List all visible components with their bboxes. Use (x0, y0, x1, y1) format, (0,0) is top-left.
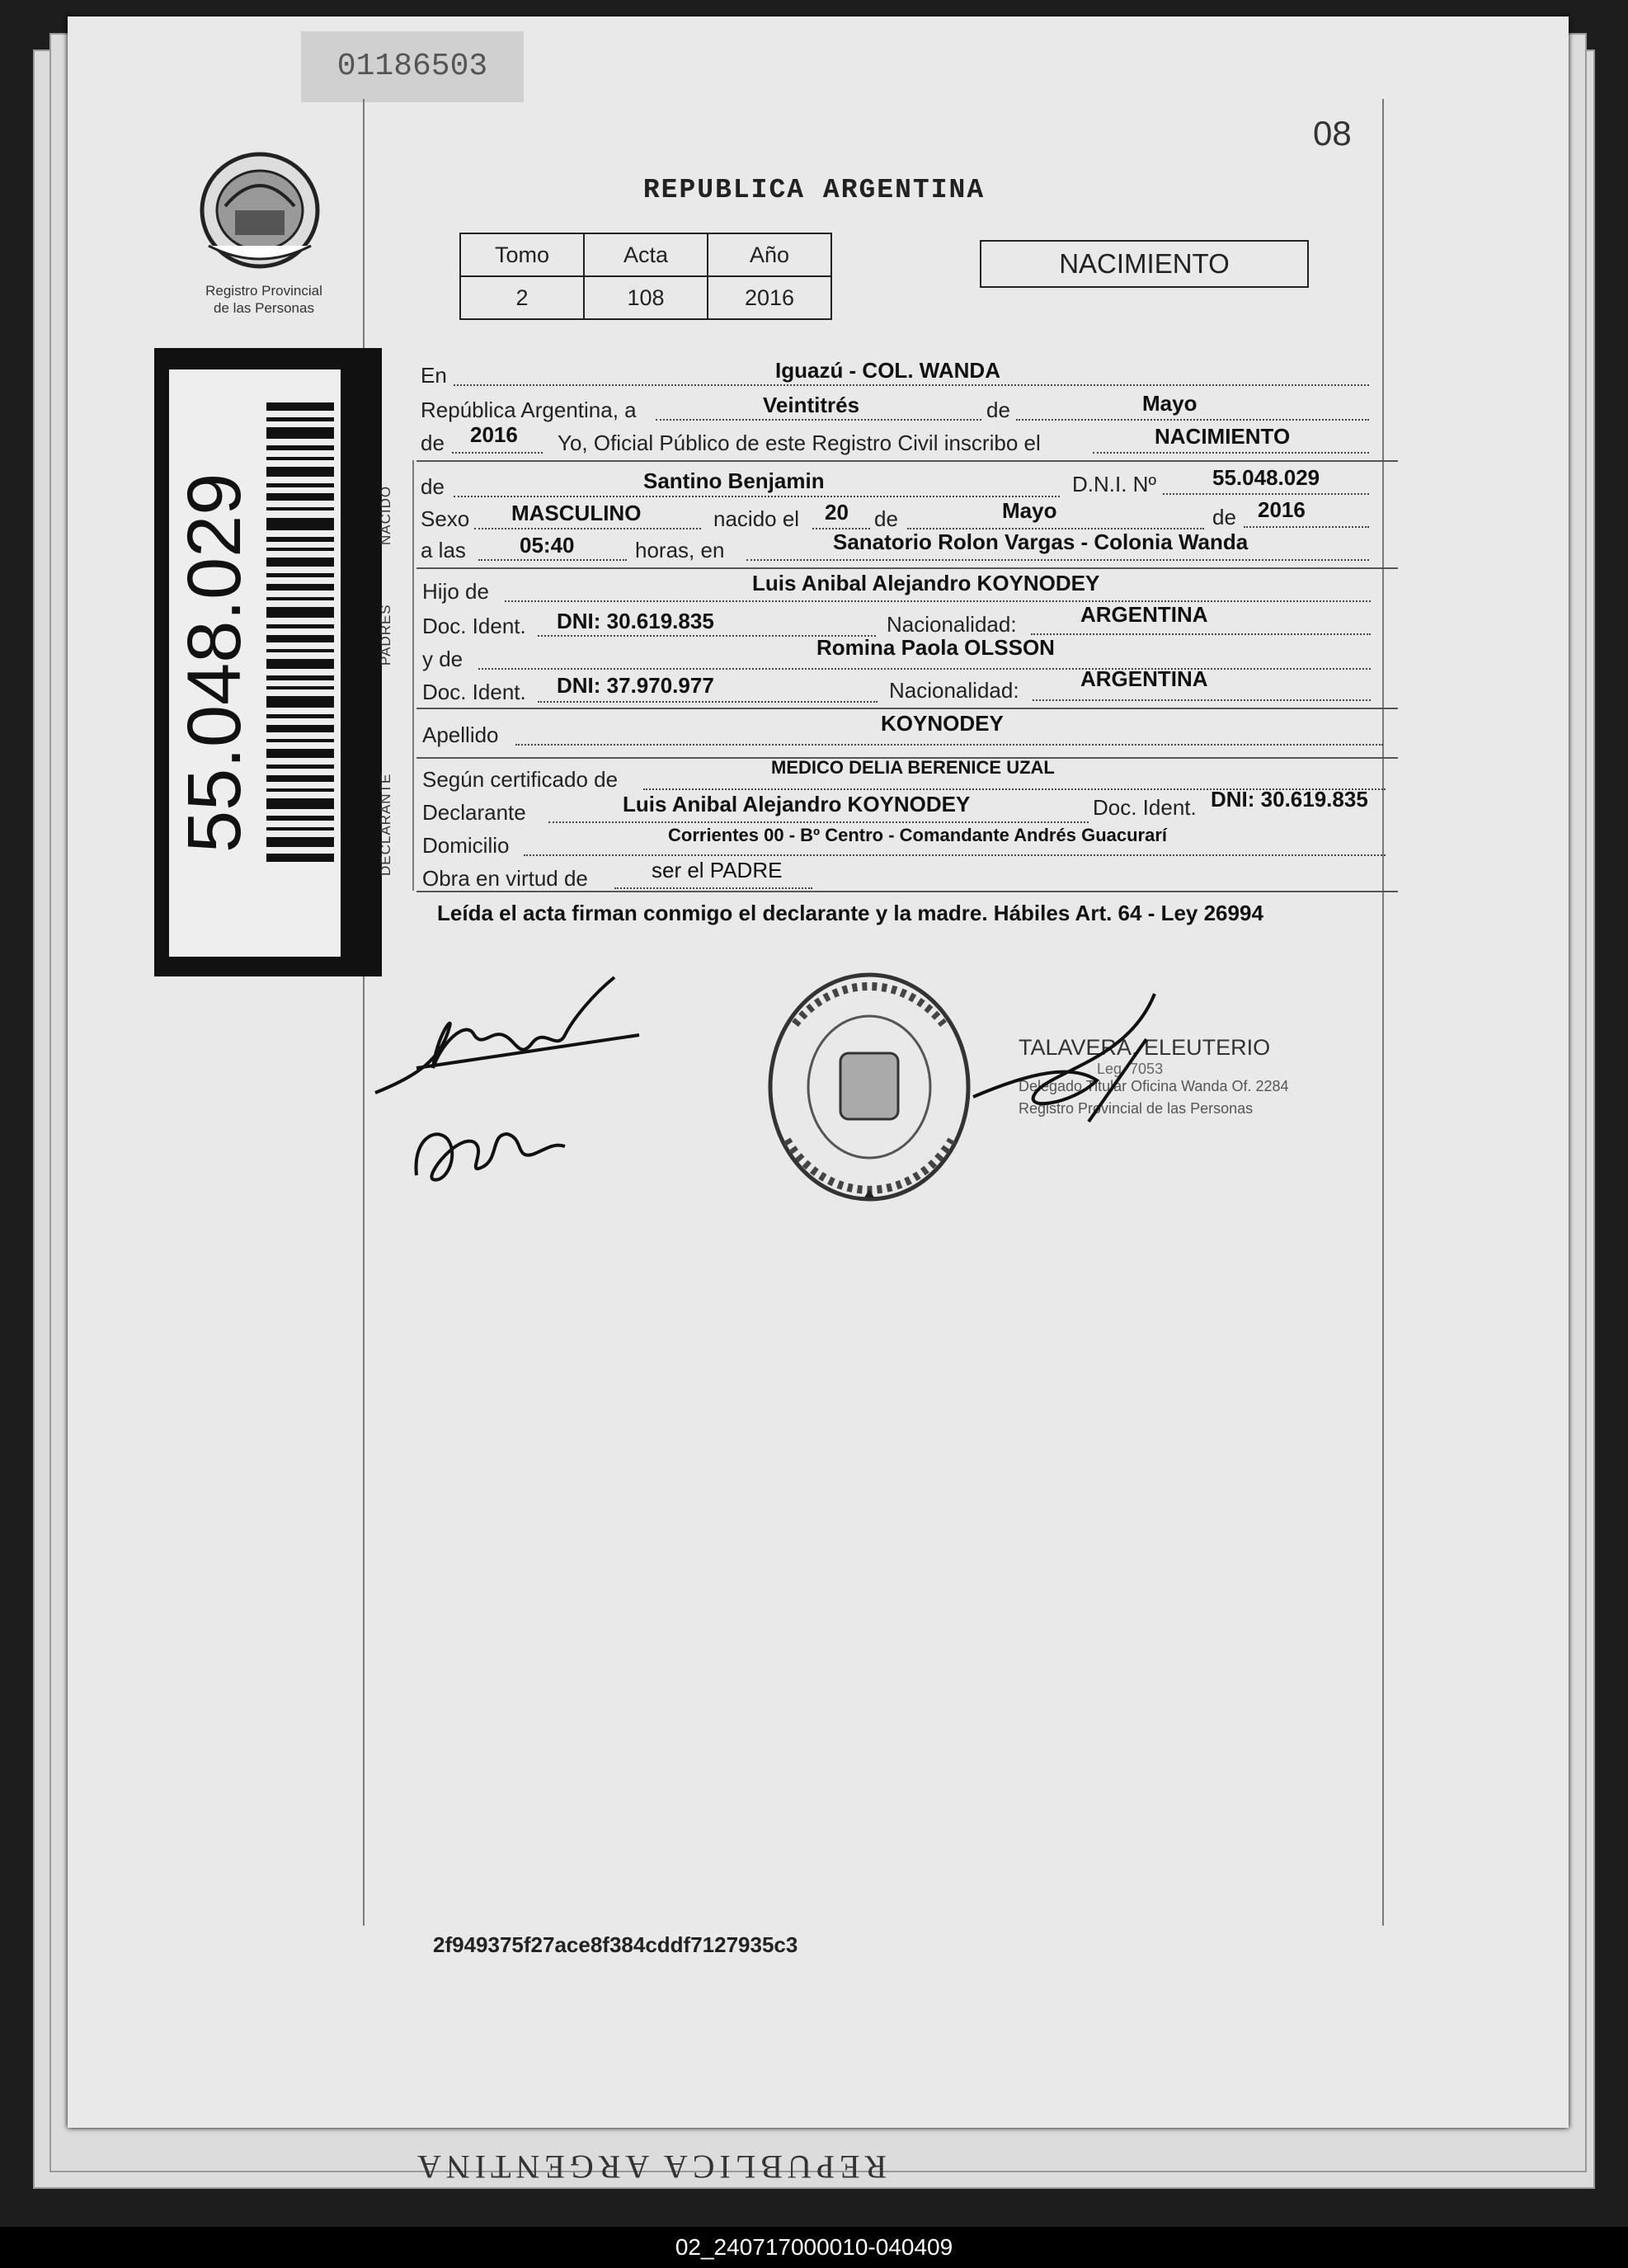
dotted-line (656, 419, 981, 421)
official-name: TALAVERA, ELEUTERIO (1019, 1035, 1271, 1060)
barcode-number: 55.048.029 (172, 473, 256, 854)
label-nacido-el: nacido el (713, 506, 800, 531)
label-doc-padre: Doc. Ident. (422, 614, 526, 638)
label-hijo-de: Hijo de (422, 579, 489, 604)
dotted-line (746, 559, 1369, 561)
dotted-line (1031, 633, 1371, 635)
value-dni: 55.048.029 (1212, 465, 1320, 490)
dotted-line (524, 854, 1386, 856)
label-nacionalidad-madre: Nacionalidad: (889, 678, 1019, 703)
registry-name-line1: Registro Provincial (205, 283, 322, 299)
image-id-caption: 02_240717000010-040409 (0, 2227, 1628, 2268)
value-obra: ser el PADRE (652, 858, 783, 882)
value-lugar-inscripcion: Iguazú - COL. WANDA (775, 358, 1000, 383)
label-a-las: a las (421, 538, 466, 562)
dotted-line (1093, 452, 1369, 454)
closing-statement: Leída el acta firman conmigo el declarante y la madre. Hábiles Art. 64 - Ley 26994 (437, 901, 1263, 925)
label-de3: de (874, 506, 898, 531)
label-en: En (421, 363, 447, 388)
value-dia: Veintitrés (763, 393, 860, 417)
value-certificado: MEDICO DELIA BERENICE UZAL (771, 757, 1055, 778)
dotted-line (515, 744, 1383, 746)
value-padre-doc: DNI: 30.619.835 (557, 609, 714, 633)
value-nacido-anio: 2016 (1258, 497, 1306, 522)
dotted-line (478, 668, 1371, 670)
label-obra: Obra en virtud de (422, 866, 588, 891)
barcode-bars (266, 402, 334, 864)
label-sexo: Sexo (421, 506, 470, 531)
label-nacionalidad-padre: Nacionalidad: (887, 612, 1017, 637)
dotted-line (1163, 493, 1369, 495)
official-legajo: Leg. 7053 (1097, 1061, 1164, 1077)
label-nombre: de (421, 474, 445, 499)
value-nacido-dia: 20 (825, 500, 849, 525)
value-domicilio: Corrientes 00 - Bº Centro - Comandante Andrés Guacurarí (668, 825, 1168, 845)
dotted-line (505, 600, 1371, 602)
dotted-line (548, 821, 1089, 823)
dotted-line (474, 528, 701, 529)
table-value-tomo: 2 (460, 276, 584, 319)
section-label-padres: PADRES (378, 604, 393, 666)
value-sexo: MASCULINO (511, 501, 642, 525)
section-label-nacido: NACIDO (378, 485, 393, 546)
value-madre: Romina Paola OLSSON (816, 635, 1055, 660)
label-de2: de (421, 431, 445, 455)
signature-declarante (367, 969, 664, 1200)
value-mes: Mayo (1142, 391, 1197, 416)
label-inscribo: Yo, Oficial Público de este Registro Civil inscribo el (558, 431, 1041, 455)
page-number: 08 (1313, 114, 1352, 153)
label-horas-en: horas, en (635, 538, 725, 562)
right-margin-line (1382, 99, 1384, 1926)
serial-number: 01186503 (301, 31, 524, 102)
dotted-line (454, 384, 1369, 386)
label-declarante: Declarante (422, 800, 526, 825)
value-declarante-doc: DNI: 30.619.835 (1211, 787, 1368, 812)
registry-name (157, 282, 371, 317)
dotted-line (452, 452, 543, 454)
label-dni: D.N.I. Nº (1072, 472, 1156, 496)
label-domicilio: Domicilio (422, 833, 510, 858)
official-registry: Registro Provincial de las Personas (1019, 1100, 1254, 1117)
section-label-declarante: DECLARANTE (378, 773, 393, 877)
document-hash: 2f949375f27ace8f384cddf7127935c3 (433, 1932, 798, 1957)
value-nacido-mes: Mayo (1002, 498, 1057, 523)
value-padre: Luis Anibal Alejandro KOYNODEY (752, 571, 1100, 595)
value-padre-nacionalidad: ARGENTINA (1080, 602, 1208, 627)
value-inscribo: NACIMIENTO (1155, 424, 1291, 449)
label-republica: República Argentina, a (421, 398, 637, 422)
official-signature (965, 990, 1229, 1155)
dotted-line (614, 887, 812, 889)
dotted-line (1016, 419, 1369, 421)
value-hora: 05:40 (520, 533, 575, 558)
value-apellido: KOYNODEY (881, 711, 1004, 736)
table-header-anio: Año (708, 233, 831, 276)
label-y-de: y de (422, 647, 463, 671)
value-nombre: Santino Benjamin (643, 468, 825, 493)
underlying-page-title: REPUBLICA ARGENTINA (412, 2148, 887, 2186)
table-header-tomo: Tomo (460, 233, 584, 276)
record-type-box: NACIMIENTO (980, 240, 1309, 288)
value-lugar-nacimiento: Sanatorio Rolon Vargas - Colonia Wanda (833, 529, 1249, 554)
label-apellido: Apellido (422, 722, 499, 747)
label-de4: de (1212, 505, 1236, 529)
province-seal-logo (192, 148, 328, 272)
label-certificado: Según certificado de (422, 767, 619, 792)
section-label-line (412, 460, 414, 891)
official-stamp (762, 967, 976, 1207)
table-value-acta: 108 (584, 276, 708, 319)
dotted-line (454, 496, 1060, 497)
value-madre-doc: DNI: 37.970.977 (557, 673, 714, 698)
dotted-line (1244, 526, 1369, 528)
table-header-acta: Acta (584, 233, 708, 276)
dotted-line (478, 559, 627, 561)
label-doc-declarante: Doc. Ident. (1093, 795, 1197, 820)
section-divider (416, 708, 1398, 709)
official-title: Delegado Titular Oficina Wanda Of. 2284 (1019, 1078, 1289, 1094)
value-anio: 2016 (470, 422, 518, 447)
section-divider (416, 567, 1398, 569)
value-madre-nacionalidad: ARGENTINA (1080, 666, 1208, 691)
label-doc-madre: Doc. Ident. (422, 680, 526, 704)
section-divider (416, 460, 1398, 462)
label-de: de (986, 398, 1010, 422)
record-table (459, 233, 832, 320)
dotted-line (538, 701, 878, 703)
table-value-anio: 2016 (708, 276, 831, 319)
value-declarante: Luis Anibal Alejandro KOYNODEY (623, 792, 971, 816)
dotted-line (1033, 699, 1371, 701)
country-title: REPUBLICA ARGENTINA (642, 175, 986, 205)
registry-name-line2: de las Personas (214, 300, 314, 316)
barcode-label (154, 348, 382, 976)
